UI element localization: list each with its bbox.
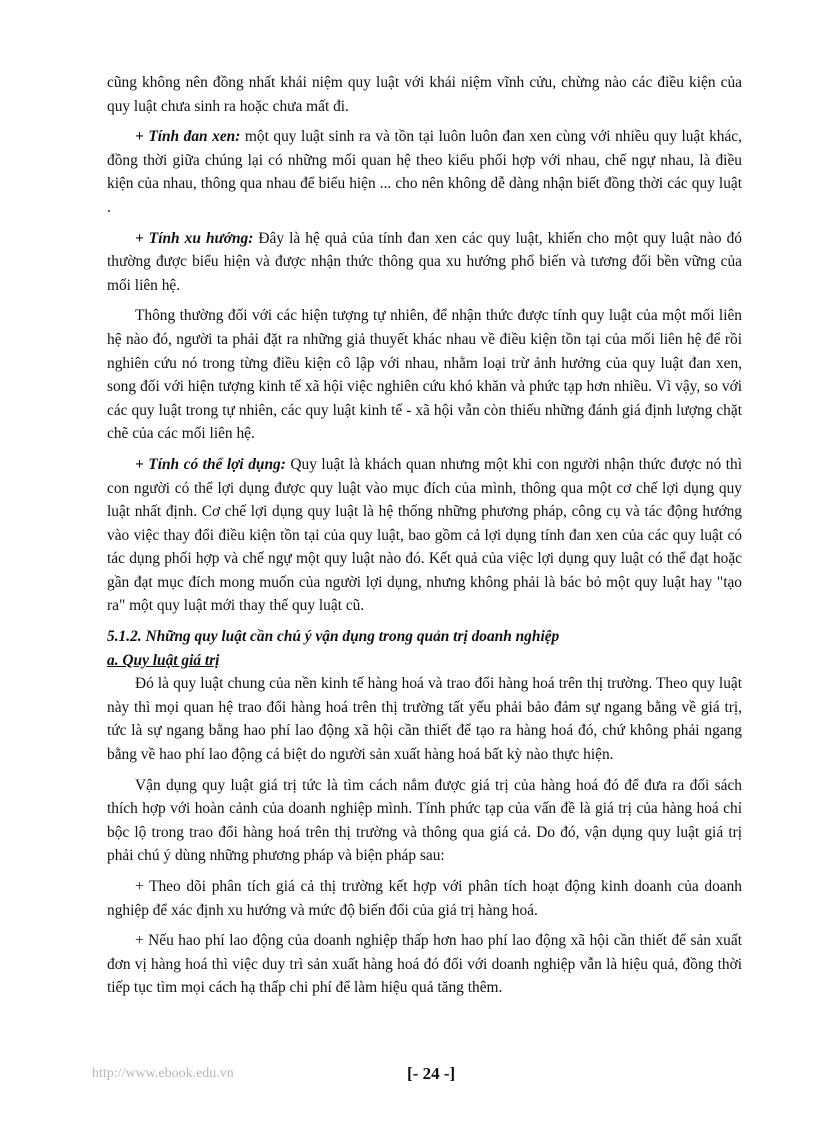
text-tinh-xu-huong: Đây là hệ quả của tính đan xen các quy luật, khiến cho một quy luật nào đó thường được biểu hiện và được nhận thức thông qua xu hướng phổ biến và tương đối bền vững của mối liên hệ. bbox=[107, 229, 742, 294]
paragraph-tinh-co-the-loi-dung bbox=[107, 453, 742, 618]
paragraph-van-dung: Vận dụng quy luật giá trị tức là tìm cách nắm được giá trị của hàng hoá đó để đưa ra đối sách thích hợp với hoàn cảnh của doanh nghiệp mình. Tính phức tạp của vấn đề là giá trị của hàng hoá chỉ bộc lộ trong trao đổi hàng hoá trên thị trường và thông qua giá cả. Do đó, vận dụng quy luật giá trị phải chú ý dùng những phương pháp và biện pháp sau: bbox=[107, 776, 742, 865]
lead-tinh-xu-huong: + Tính xu hướng: bbox=[135, 229, 254, 247]
paragraph-hien-tuong-tu-nhien: Thông thường đối với các hiện tượng tự nhiên, để nhận thức được tính quy luật của một mối liên hệ nào đó, người ta phải đặt ra những giả thuyết khác nhau về điều kiện tồn tại của mối liên hệ để rồi nghiên cứu nó trong từng điều kiện cô lập với nhau, nhằm loại trừ ảnh hưởng của quy luật đan xen, song đối với hiện tượng kinh tế xã hội việc nghiên cứu khó khăn và phức tạp hơn nhiều. Vì vậy, so với các quy luật trong tự nhiên, các quy luật kinh tế - xã hội vẫn còn thiếu những đánh giá định lượng chặt chẽ của các mối liên hệ. bbox=[107, 307, 742, 443]
paragraph-theo-doi: + Theo dõi phân tích giá cả thị trường kết hợp với phân tích hoạt động kinh doanh của doanh nghiệp để xác định xu hướng và mức độ biến đổi của giá trị hàng hoá. bbox=[107, 878, 742, 919]
footer-url: http://www.ebook.edu.vn bbox=[92, 1066, 234, 1081]
paragraph-neu-hao-phi: + Nếu hao phí lao động của doanh nghiệp thấp hơn hao phí lao động xã hội cần thiết để sản xuất đơn vị hàng hoá thì việc duy trì sản xuất hàng hoá đó đối với doanh nghiệp vẫn là hiệu quả, đồng thời tiếp tục tìm mọi cách hạ thấp chi phí để làm hiệu quả tăng thêm. bbox=[107, 932, 742, 997]
section-heading: 5.1.2. Những quy luật cần chú ý vận dụng trong quản trị doanh nghiệp bbox=[107, 628, 560, 646]
subsection-heading: a. Quy luật giá trị bbox=[107, 651, 220, 669]
page-number: [- 24 -] bbox=[407, 1064, 456, 1083]
page-body bbox=[107, 71, 742, 1007]
lead-tinh-dan-xen: + Tính đan xen: bbox=[135, 128, 241, 146]
lead-tinh-co-the-loi-dung: + Tính có thể lợi dụng: bbox=[135, 455, 286, 473]
paragraph-tinh-xu-huong bbox=[107, 227, 742, 298]
text-tinh-co-the-loi-dung: Quy luật là khách quan nhưng một khi con người nhận thức được nó thì con người có thể lợi dụng được quy luật vào mục đích của mình, thông qua một cơ chế lợi dụng quy luật nhất định. Cơ chế lợi dụng quy luật là hệ thống những phương pháp, công cụ và tác động hướng vào việc thay đổi điều kiện tồn tại của quy luật, bao gồm cả lợi dụng tính đan xen của các quy luật có tác dụng phối hợp và chế ngự một quy luật nào đó. Kết quả của việc lợi dụng quy luật có thể đạt hoặc gần đạt mục đích mong muốn của người lợi dụng, nhưng không phải là bác bỏ một quy luật hay "tạo ra" một quy luật mới thay thế quy luật cũ. bbox=[107, 455, 742, 615]
text-tinh-dan-xen: một quy luật sinh ra và tồn tại luôn luôn đan xen cùng với nhiều quy luật khác, đồng thời giữa chúng lại có những mối quan hệ theo kiểu phối hợp với nhau, chế ngự nhau, là điều kiện của nhau, thông qua nhau để biểu hiện ... cho nên không dễ dàng nhận biết đồng thời các quy luật . bbox=[107, 128, 742, 216]
paragraph-quy-luat-gia-tri: Đó là quy luật chung của nền kinh tế hàng hoá và trao đổi hàng hoá trên thị trường. Theo quy luật này thì mọi quan hệ trao đổi hàng hoá trên thị trường tất yếu phải bảo đảm sự ngang bằng về giá trị, tức là sự ngang bằng hao phí lao động xã hội cần thiết để tạo ra hàng hoá đó, chứ không phải ngang bằng về hao phí lao động cá biệt do người sản xuất hàng hoá bất kỳ nào thực hiện. bbox=[107, 675, 742, 764]
paragraph-tinh-dan-xen bbox=[107, 125, 742, 219]
paragraph-1: cũng không nên đồng nhất khái niệm quy luật với khái niệm vĩnh cửu, chừng nào các điều kiện của quy luật chưa sinh ra hoặc chưa mất đi. bbox=[107, 74, 742, 115]
